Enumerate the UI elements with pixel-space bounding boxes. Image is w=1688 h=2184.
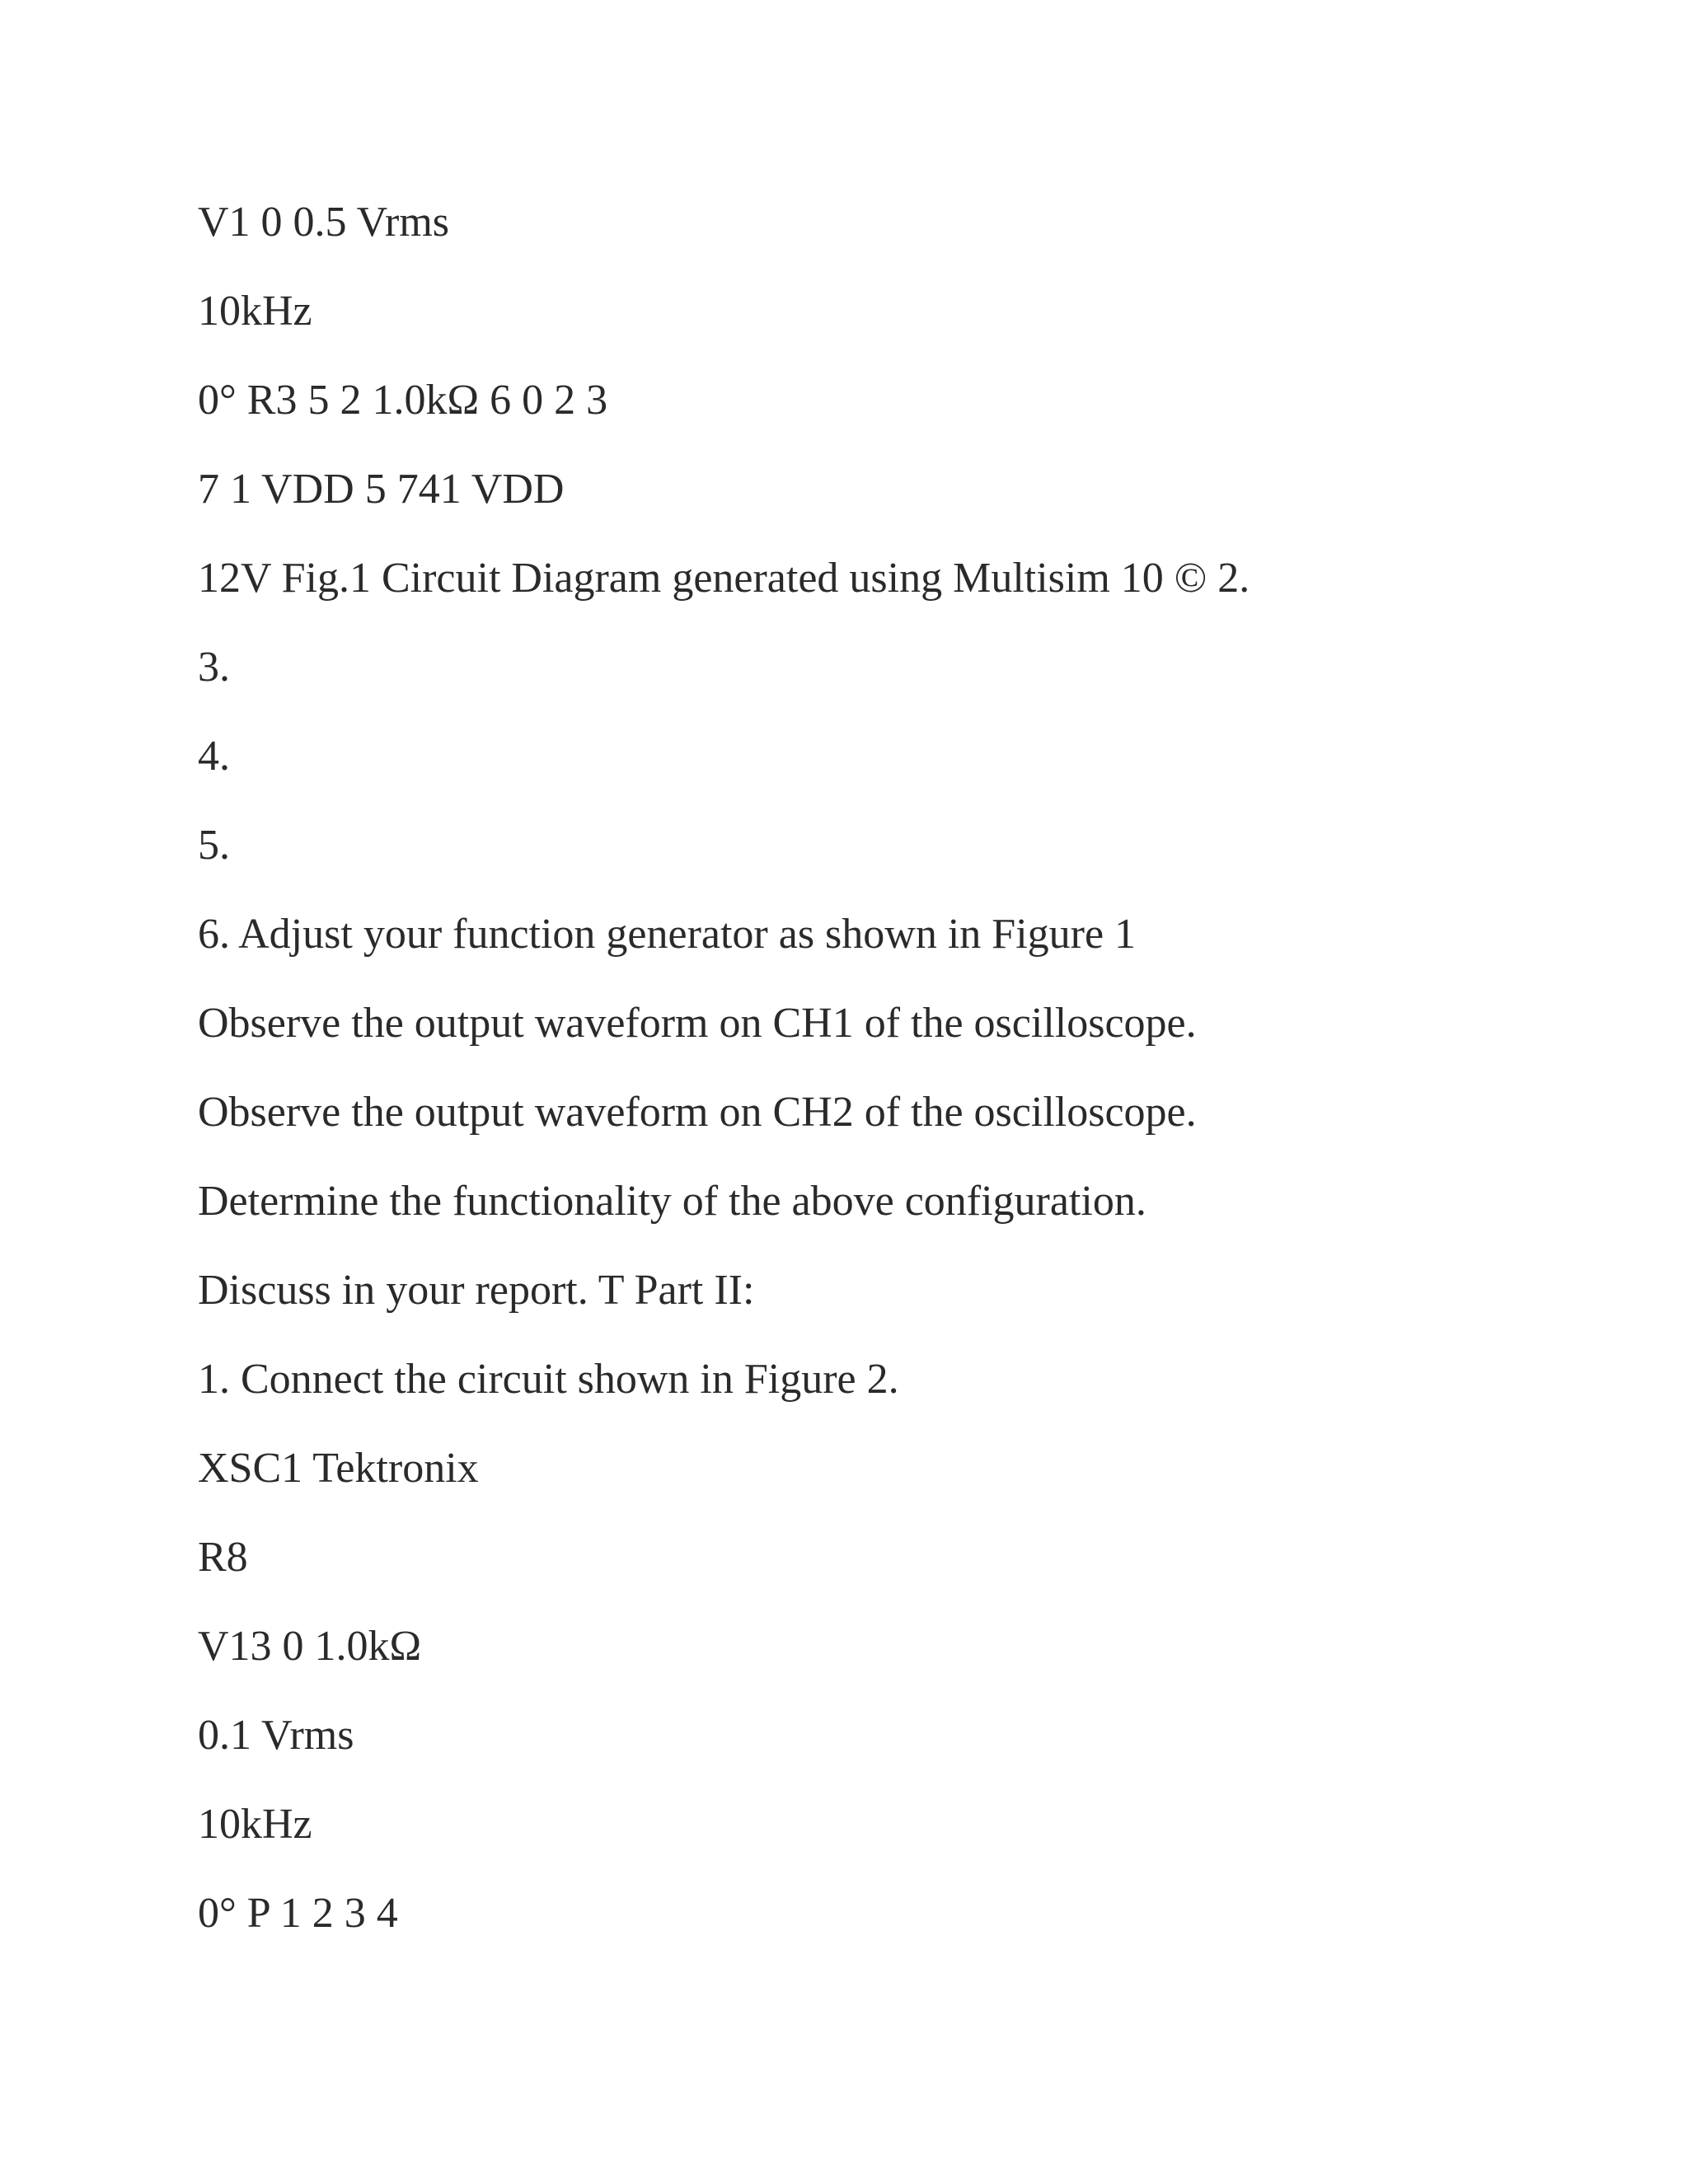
text-line: Discuss in your report. T Part II: <box>198 1267 755 1314</box>
text-line: 0° P 1 2 3 4 <box>198 1890 398 1937</box>
text-line: 4. <box>198 733 230 780</box>
text-line: V13 0 1.0kΩ <box>198 1623 422 1670</box>
text-line: Observe the output waveform on CH1 of the oscilloscope. <box>198 1000 1197 1047</box>
text-line: Observe the output waveform on CH2 of the oscilloscope. <box>198 1089 1197 1136</box>
text-line: 3. <box>198 644 230 691</box>
text-line: 6. Adjust your function generator as shown in Figure 1 <box>198 911 1137 958</box>
text-lines <box>198 194 1648 1974</box>
text-line: 1. Connect the circuit shown in Figure 2. <box>198 1356 899 1403</box>
text-line: 0° R3 5 2 1.0kΩ 6 0 2 3 <box>198 377 608 424</box>
text-line: 5. <box>198 822 230 869</box>
text-line: 10kHz <box>198 288 312 335</box>
text-line: 0.1 Vrms <box>198 1712 354 1759</box>
text-line: 7 1 VDD 5 741 VDD <box>198 466 565 513</box>
text-line: 10kHz <box>198 1801 312 1848</box>
text-line: V1 0 0.5 Vrms <box>198 199 450 246</box>
text-line: 12V Fig.1 Circuit Diagram generated using Multisim 10 © 2. <box>198 555 1250 602</box>
text-line: R8 <box>198 1534 248 1581</box>
text-line: XSC1 Tektronix <box>198 1445 479 1492</box>
text-line: Determine the functionality of the above configuration. <box>198 1178 1146 1225</box>
